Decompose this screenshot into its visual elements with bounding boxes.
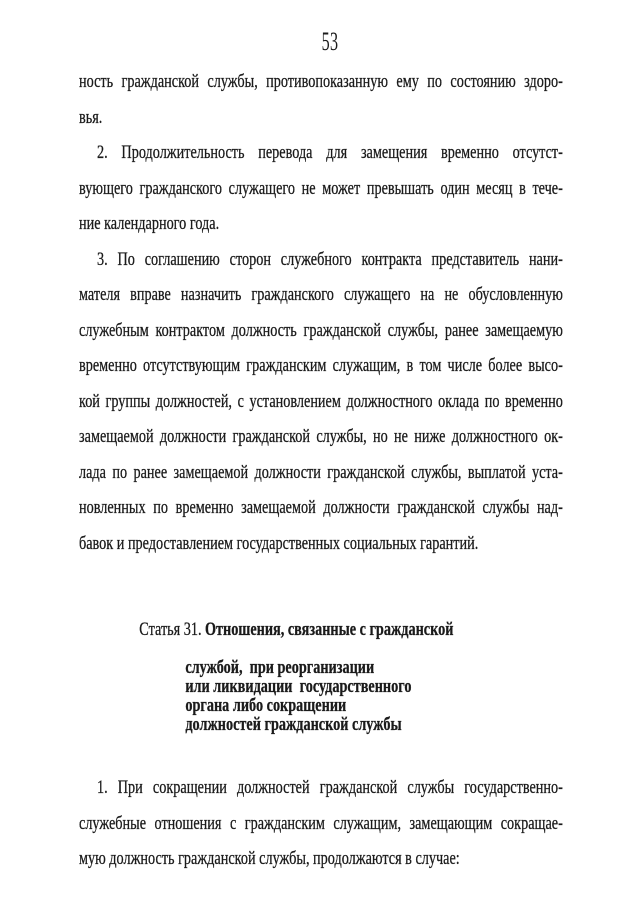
text-line: 3. По соглашению сторон служебного контракта представитель нани- xyxy=(96,248,563,270)
document-body xyxy=(79,64,563,877)
page-number: 53 xyxy=(321,27,339,56)
text-line: кой группы должностей, с установлением должностного оклада по временно xyxy=(79,390,563,412)
text-line: лада по ранее замещаемой должности гражданской службы, выплатой уста- xyxy=(79,461,563,483)
text-line: 1. При сокращении должностей гражданской службы государственно- xyxy=(96,777,563,798)
text-line: бавок и предоставлением государственных социальных гарантий. xyxy=(79,532,479,554)
text-line: служебным контрактом должность гражданской службы, ранее замещаемую xyxy=(79,319,563,341)
text-line: 2. Продолжительность перевода для замещения временно отсутст- xyxy=(96,142,563,163)
article-31-heading xyxy=(118,601,563,734)
article-title-line: службой, при реорганизации xyxy=(185,657,375,678)
text-line: временно отсутствующим гражданским служащим, в том числе более высо- xyxy=(79,355,563,376)
paragraph-continuation xyxy=(79,64,563,135)
text-line: замещаемой должности гражданской службы, но не ниже должностного ок- xyxy=(79,426,563,447)
text-line: мателя вправе назначить гражданского служащего на не обусловленную xyxy=(79,284,563,305)
text-line: вующего гражданского служащего не может превышать один месяц в тече- xyxy=(79,177,563,199)
paragraph-item-1 xyxy=(79,770,563,877)
text-line: служебные отношения с гражданским служащим, замещающим сокращае- xyxy=(79,812,563,834)
article-title-line: или ликвидации государственного xyxy=(185,676,412,697)
text-line: ность гражданской службы, противопоказанную ему по состоянию здоро- xyxy=(79,71,563,92)
text-line: вья. xyxy=(79,106,103,128)
paragraph-item-2 xyxy=(79,135,563,242)
text-line: ние календарного года. xyxy=(79,213,220,234)
article-title-line: должностей гражданской службы xyxy=(185,714,402,735)
text-line: новленных по временно замещаемой должности гражданской службы над- xyxy=(79,497,563,518)
text-line: мую должность гражданской службы, продолжаются в случае: xyxy=(79,848,460,869)
article-title-line: Отношения, связанные с гражданской xyxy=(204,619,454,640)
article-title-line: органа либо сокращении xyxy=(185,695,347,716)
article-number-label: Статья 31. xyxy=(139,619,202,640)
article-heading-line xyxy=(118,601,563,658)
paragraph-item-3 xyxy=(79,242,563,562)
